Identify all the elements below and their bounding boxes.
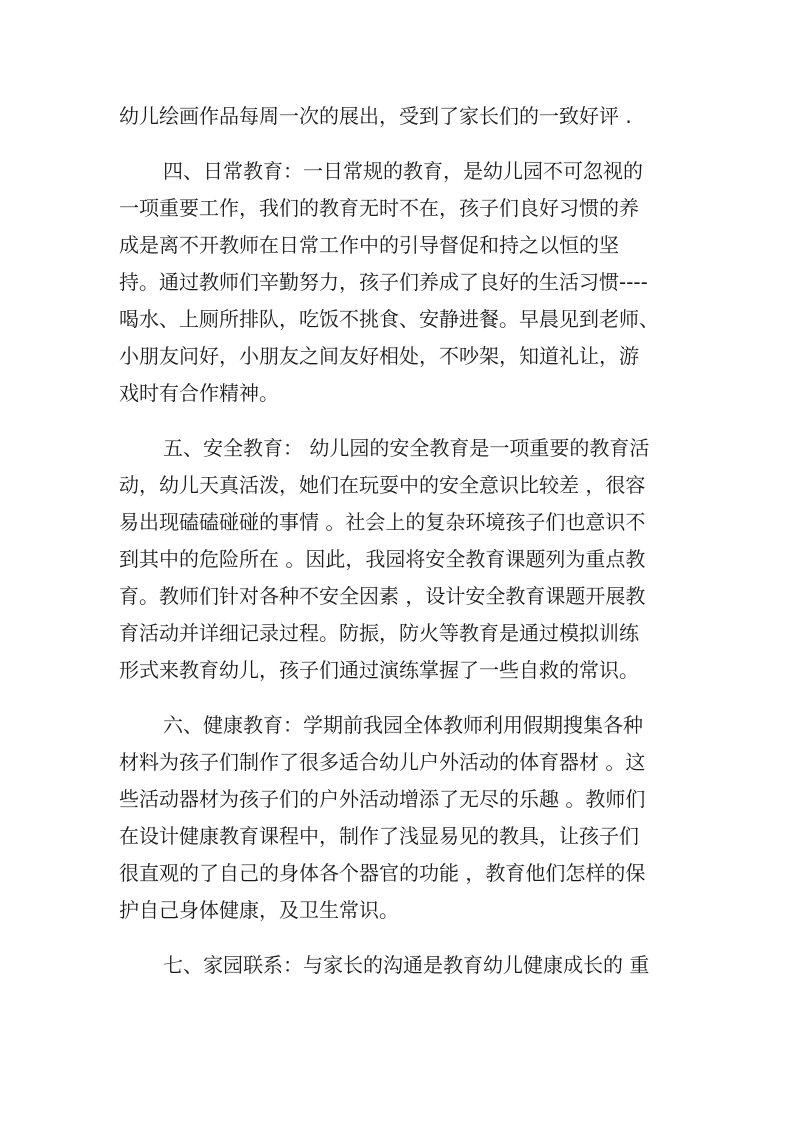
text-line: 育。教师们针对各种不安全因素 ，设计安全教育课题开展教 xyxy=(119,584,646,608)
paragraph-gap xyxy=(119,929,679,947)
text-line: 七、家园联系：与家长的沟通是教育幼儿健康成长的 重 xyxy=(163,953,650,977)
paragraph-gap xyxy=(119,135,679,153)
text-line: 持。通过教师们辛勤努力，孩子们养成了良好的生活习惯---- xyxy=(119,270,648,294)
text-line: 戏时有合作精神。 xyxy=(119,381,279,405)
text-line: 易出现磕磕碰碰的事情 。社会上的复杂环境孩子们也意识不 xyxy=(119,510,646,534)
text-line: 材料为孩子们制作了很多适合幼儿户外活动的体育器材 。这 xyxy=(119,750,646,774)
paragraph-gap xyxy=(119,412,679,430)
text-line: 幼儿绘画作品每周一次的展出，受到了家长们的一致好评 . xyxy=(119,104,632,128)
text-line: 一项重要工作，我们的教育无时不在，孩子们良好习惯的养 xyxy=(119,196,639,220)
text-line: 动，幼儿天真活泼，她们在玩耍中的安全意识比较差 ，很容 xyxy=(119,473,646,497)
text-line: 形式来教育幼儿，孩子们通过演练掌握了一些自救的常识。 xyxy=(119,658,639,682)
text-line: 育活动并详细记录过程。防振，防火等教育是通过模拟训练 xyxy=(119,621,639,645)
text-line: 很直观的了自己的身体各个器官的功能 ，教育他们怎样的保 xyxy=(119,861,646,885)
text-line: 护自己身体健康，及卫生常识。 xyxy=(119,898,399,922)
text-line: 些活动器材为孩子们的户外活动增添了无尽的乐趣 。教师们 xyxy=(119,787,646,811)
text-line: 六、健康教育：学期前我园全体教师利用假期搜集各种 xyxy=(163,713,643,737)
text-line: 四、日常教育：一日常规的教育，是幼儿园不可忽视的 xyxy=(163,159,643,183)
document-body xyxy=(119,98,679,984)
text-line: 到其中的危险所在 。因此，我园将安全教育课题列为重点教 xyxy=(119,547,646,571)
text-line: 小朋友问好，小朋友之间友好相处，不吵架，知道礼让，游 xyxy=(119,344,639,368)
text-line: 在设计健康教育课程中，制作了浅显易见的教具，让孩子们 xyxy=(119,824,639,848)
text-line: 成是离不开教师在日常工作中的引导督促和持之以恒的坚 xyxy=(119,233,619,257)
text-line: 五、安全教育： 幼儿园的安全教育是一项重要的教育活 xyxy=(163,436,650,460)
paragraph-gap xyxy=(119,689,679,707)
text-line: 喝水、上厕所排队，吃饭不挑食、安静进餐。早晨见到老师、 xyxy=(119,307,659,331)
